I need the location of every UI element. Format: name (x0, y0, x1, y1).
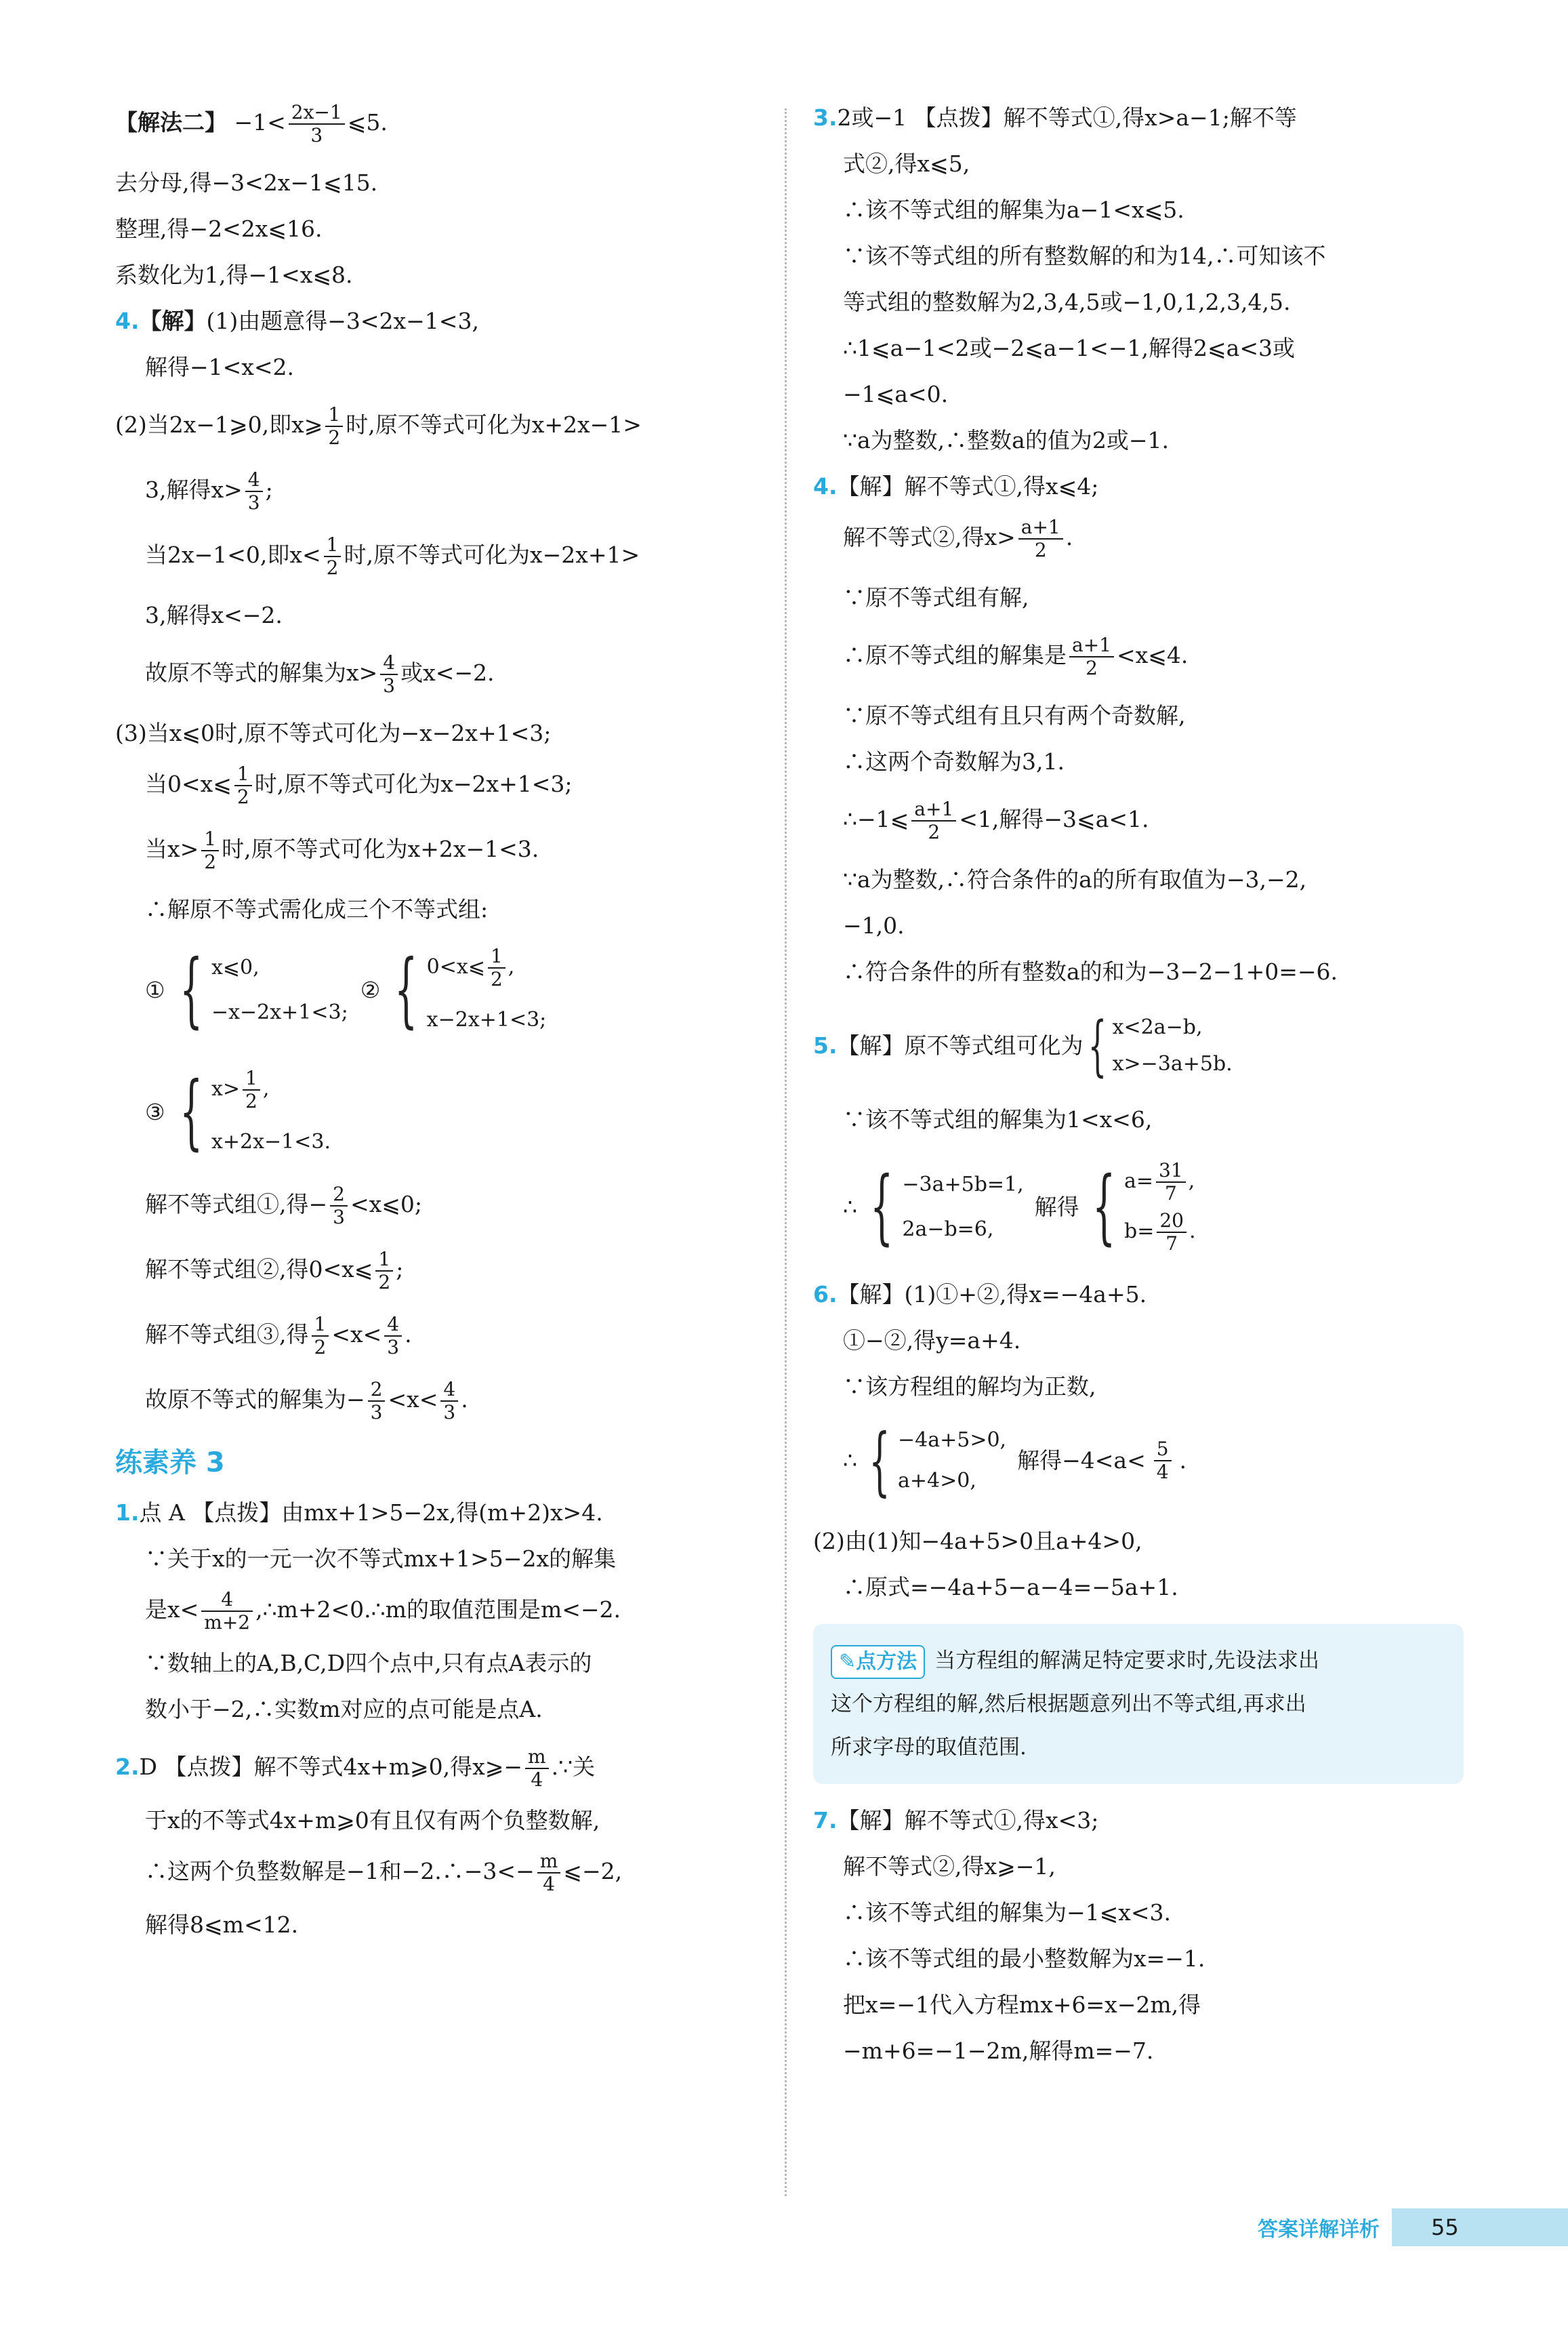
text: <1,解得−3⩽a<1. (959, 806, 1149, 832)
text: 当x> (145, 836, 199, 862)
solution-tag: 【解】 (139, 308, 207, 334)
system-row-1: −3a+5b=1, (902, 1173, 1024, 1196)
step-line: ∵数轴上的A,B,C,D四个点中,只有点A表示的 (145, 1650, 592, 1676)
text: 时,原不等式可化为x+2x−1> (346, 411, 642, 438)
denominator: 7 (1165, 1232, 1178, 1255)
step-line: −1⩽a<0. (843, 381, 949, 407)
step-line: ∵该方程组的解均为正数, (843, 1373, 1096, 1400)
step-line: −1,0. (843, 912, 905, 939)
system-row-2: x>−3a+5b. (1112, 1052, 1233, 1076)
step-line: ∵该不等式组的解集为1<x<6, (843, 1106, 1153, 1133)
denominator: 3 (387, 1336, 400, 1358)
step-line: ∵该不等式组的所有整数解的和为14,∴可知该不 (843, 243, 1326, 269)
text: <x⩽0; (350, 1191, 422, 1217)
fraction (1156, 1160, 1186, 1204)
system-row-1 (1124, 1160, 1196, 1204)
q4-line (813, 470, 1464, 503)
text: 时,原不等式可化为x−2x+1<3; (254, 771, 573, 797)
step-line (115, 828, 766, 873)
denominator: 2 (314, 1336, 327, 1358)
step-line (813, 634, 1464, 679)
step-line (813, 517, 1464, 561)
denominator: 2 (326, 556, 339, 579)
step-line: (2)由(1)知−4a+5>0且a+4>0, (813, 1528, 1142, 1554)
text: −1< (234, 109, 286, 136)
text: . (1065, 524, 1073, 550)
numerator: 4 (201, 1589, 253, 1612)
step-line: ∴1⩽a−1<2或−2⩽a−1<−1,解得2⩽a<3或 (843, 335, 1295, 361)
text: 解不等式组③,得 (145, 1321, 309, 1348)
numerator: a+1 (1069, 634, 1114, 657)
equation-system (863, 1160, 1024, 1254)
system-row (115, 939, 766, 1041)
step-line: 系数化为1,得−1<x⩽8. (115, 262, 353, 288)
text: ∴原不等式组的解集是 (843, 642, 1067, 668)
system-row-1 (427, 946, 547, 990)
step-line (813, 798, 1464, 843)
numerator: 2 (368, 1379, 386, 1402)
question-number: 3. (813, 104, 838, 131)
page-number: 55 (1392, 2208, 1568, 2246)
denominator: 3 (370, 1401, 383, 1423)
fraction (1069, 634, 1114, 679)
text: 【解】原不等式组可化为 (837, 1032, 1084, 1059)
question-number: 6. (813, 1281, 838, 1308)
text: 2或−1 【点拨】解不等式①,得x>a−1;解不等 (837, 104, 1297, 131)
p1-line (115, 1497, 766, 1529)
text: ∴这两个负整数解是−1和−2.∴−3<− (145, 1858, 535, 1884)
text: 当方程组的解满足特定要求时,先设法求出 (934, 1648, 1319, 1673)
text: ,∴m+2<0.∴m的取值范围是m<−2. (255, 1596, 621, 1623)
text: 解得−4<a< (1017, 1447, 1146, 1474)
numerator: 20 (1157, 1210, 1187, 1233)
system-row-2: x+2x−1<3. (211, 1130, 331, 1154)
step-line: (3)当x⩽0时,原不等式可化为−x−2x+1<3; (115, 720, 552, 746)
fraction (1018, 517, 1063, 561)
brace: { (1092, 1160, 1116, 1254)
fraction (243, 1068, 260, 1112)
text: 当2x−1<0,即x< (145, 542, 321, 568)
text: 当0<x⩽ (145, 771, 232, 797)
step-line (115, 1379, 766, 1423)
fraction (375, 1249, 393, 1293)
step-line: ∵原不等式组有解, (843, 584, 1029, 611)
brace: { (1088, 1008, 1107, 1084)
fraction (201, 1589, 253, 1634)
therefore-symbol: ∴ (843, 1194, 857, 1220)
denominator: 2 (490, 968, 503, 990)
inequality-system (387, 943, 547, 1037)
text: ∴−1⩽ (843, 806, 909, 832)
step-line: 去分母,得−3<2x−1⩽15. (115, 169, 378, 196)
fraction (245, 469, 263, 514)
denominator: 3 (383, 674, 396, 697)
step-line: ∵原不等式组有且只有两个奇数解, (843, 702, 1186, 729)
numerator: 1 (375, 1249, 393, 1272)
text: D 【点拨】解不等式4x+m⩾0,得x⩾− (139, 1754, 523, 1780)
text: <x< (331, 1321, 382, 1348)
text: a= (1124, 1169, 1154, 1193)
q4-line (115, 305, 766, 338)
text: (1)由题意得−3<2x−1<3, (206, 308, 479, 334)
denominator: 2 (245, 1090, 257, 1112)
fraction (1157, 1210, 1187, 1255)
question-number: 1. (115, 1499, 140, 1526)
denominator: 3 (310, 124, 323, 146)
text: 是x< (145, 1596, 199, 1623)
right-column (813, 102, 1464, 2081)
numerator: 1 (243, 1068, 260, 1091)
method2-line (115, 102, 766, 146)
solution-system (1085, 1160, 1196, 1255)
step-line (115, 1589, 766, 1634)
therefore-symbol: ∴ (843, 1447, 857, 1474)
brace: { (394, 943, 418, 1037)
text: 时,原不等式可化为x−2x+1> (344, 542, 640, 568)
numerator: m (537, 1850, 561, 1874)
text: .∵关 (551, 1754, 596, 1780)
text: . (1189, 1219, 1196, 1243)
numerator: 1 (488, 946, 506, 969)
fraction (537, 1850, 561, 1895)
step-line: 整理,得−2<2x⩽16. (115, 216, 323, 242)
step-line (115, 404, 766, 449)
fraction (325, 404, 343, 449)
step-line (115, 1183, 766, 1228)
step-line: ∴该不等式组的解集为a−1<x⩽5. (843, 197, 1184, 223)
text: 故原不等式的解集为x> (145, 660, 378, 686)
numerator: 1 (234, 763, 252, 786)
denominator: 2 (236, 786, 249, 808)
left-column (115, 102, 766, 1962)
text: ⩽−2, (563, 1858, 623, 1884)
numerator: 4 (380, 652, 398, 675)
lightbulb-icon: ✎ (839, 1649, 857, 1674)
text: 0<x⩽ (426, 955, 485, 979)
step-line (115, 1850, 766, 1895)
denominator: 4 (1156, 1461, 1169, 1483)
fraction (1154, 1438, 1172, 1483)
p2-line (115, 1746, 766, 1791)
inequality-system (172, 1065, 331, 1159)
brace: { (179, 1065, 203, 1159)
question-number: 4. (115, 308, 140, 334)
system-row-2: x−2x+1<3; (426, 1008, 547, 1032)
page-footer (1258, 2208, 1568, 2246)
text: , (262, 1077, 270, 1101)
text: 时,原不等式可化为x+2x−1<3. (222, 836, 539, 862)
fraction (380, 652, 398, 697)
text: 解不等式②,得x> (843, 524, 1016, 550)
question-number: 2. (115, 1754, 140, 1780)
denominator: 2 (1034, 539, 1047, 561)
text: . (1179, 1447, 1187, 1474)
step-line: 3,解得x<−2. (145, 602, 283, 628)
text: ; (396, 1256, 404, 1282)
tip-line: 所求字母的取值范围. (831, 1735, 1027, 1760)
numerator: m (525, 1746, 549, 1769)
method2-tag: 【解法二】 (115, 109, 227, 136)
denominator: 2 (928, 821, 941, 843)
numerator: 1 (324, 534, 342, 557)
text: <x⩽4. (1116, 642, 1189, 668)
text: ; (265, 477, 273, 503)
text: . (405, 1321, 412, 1348)
text: 解得 (1034, 1194, 1079, 1220)
section-title: 练素养 3 (115, 1447, 225, 1478)
numerator: 2x−1 (289, 102, 345, 125)
step-line: ∴该不等式组的最小整数解为x=−1. (843, 1945, 1205, 1972)
column-divider (785, 108, 787, 2196)
fraction (312, 1314, 329, 1358)
text: 3,解得x> (145, 477, 243, 503)
step-line: ∵关于x的一元一次不等式mx+1>5−2x的解集 (145, 1545, 617, 1572)
text: <x< (388, 1386, 438, 1413)
numerator: a+1 (911, 798, 956, 822)
footer-label: 答案详解详析 (1258, 2218, 1380, 2242)
step-line: 把x=−1代入方程mx+6=x−2m,得 (843, 1991, 1201, 2018)
step-line (115, 1249, 766, 1293)
step-line: ∴这两个奇数解为3,1. (843, 748, 1065, 775)
numerator: 1 (312, 1314, 329, 1337)
fraction (234, 763, 252, 808)
text: , (508, 955, 515, 979)
step-line: 解得−1<x<2. (145, 354, 295, 380)
text: 故原不等式的解集为− (145, 1386, 365, 1413)
inequality-system (1084, 1005, 1233, 1087)
solve-row (813, 1156, 1464, 1258)
numerator: 1 (325, 404, 343, 427)
denominator: 4 (543, 1873, 555, 1895)
text: 解不等式组②,得0<x⩽ (145, 1256, 373, 1282)
q7-line (813, 1804, 1464, 1837)
denominator: m+2 (204, 1611, 251, 1634)
denominator: 3 (333, 1206, 345, 1228)
denominator: 4 (531, 1768, 543, 1791)
inequality-system (863, 1417, 1007, 1504)
question-number: 7. (813, 1807, 838, 1834)
step-line: 数小于−2,∴实数m对应的点可能是点A. (145, 1696, 543, 1722)
system-label: ② (360, 977, 381, 1003)
q6-line (813, 1278, 1464, 1311)
text: 点 A 【点拨】由mx+1>5−2x,得(m+2)x>4. (139, 1499, 603, 1526)
text: 或x<−2. (400, 660, 495, 686)
system-row-2: 2a−b=6, (902, 1217, 994, 1241)
step-line: 解不等式②,得x⩾−1, (843, 1853, 1056, 1880)
numerator: 4 (384, 1314, 402, 1337)
system-row (115, 1061, 766, 1163)
numerator: 5 (1154, 1438, 1172, 1461)
step-line (115, 652, 766, 697)
denominator: 2 (204, 851, 217, 873)
denominator: 2 (328, 426, 341, 449)
numerator: 4 (440, 1379, 458, 1402)
text: (2)当2x−1⩾0,即x⩾ (115, 411, 323, 438)
step-line (115, 1314, 766, 1358)
text: ⩽5. (347, 109, 388, 136)
q3-line (813, 102, 1464, 134)
fraction (324, 534, 342, 579)
system-row-2: a+4>0, (898, 1469, 976, 1493)
method-tip-box (813, 1624, 1464, 1784)
step-line (115, 469, 766, 514)
step-line: ①−②,得y=a+4. (843, 1327, 1021, 1354)
step-line: −m+6=−1−2m,解得m=−7. (843, 2038, 1154, 2064)
system-row-2: −x−2x+1<3; (211, 1000, 348, 1024)
question-number: 5. (813, 1032, 838, 1059)
numerator: 1 (201, 828, 219, 851)
fraction (289, 102, 345, 146)
brace: { (179, 943, 203, 1037)
fraction (911, 798, 956, 843)
text: 【解】解不等式①,得x<3; (837, 1807, 1099, 1834)
denominator: 2 (378, 1271, 391, 1293)
numerator: 2 (330, 1183, 348, 1207)
denominator: 7 (1164, 1182, 1177, 1204)
step-line: 等式组的整数解为2,3,4,5或−1,0,1,2,3,4,5. (843, 289, 1291, 315)
system-row-1: −4a+5>0, (898, 1428, 1007, 1452)
question-number: 4. (813, 473, 838, 500)
system-row-1 (211, 1068, 331, 1112)
fraction (525, 1746, 549, 1791)
text: , (1188, 1169, 1195, 1193)
denominator: 3 (443, 1401, 456, 1423)
denominator: 3 (247, 491, 260, 514)
step-line: 解得8⩽m<12. (145, 1911, 299, 1938)
fraction (384, 1314, 402, 1358)
step-line (115, 763, 766, 808)
step-line: ∴解原不等式需化成三个不等式组: (145, 896, 489, 923)
fraction (330, 1183, 348, 1228)
system-row-1: x⩽0, (211, 956, 260, 979)
text: 【解】解不等式①,得x⩽4; (837, 473, 1099, 500)
fraction (368, 1379, 386, 1423)
step-line: ∴符合条件的所有整数a的和为−3−2−1+0=−6. (843, 958, 1338, 985)
numerator: 4 (245, 469, 263, 492)
system-row-1: x<2a−b, (1112, 1015, 1203, 1039)
numerator: 31 (1156, 1160, 1186, 1183)
text: b= (1124, 1219, 1155, 1243)
step-line: ∵a为整数,∴符合条件的a的所有取值为−3,−2, (843, 866, 1307, 893)
brace: { (869, 1160, 894, 1254)
fraction (440, 1379, 458, 1423)
system-label: ③ (145, 1099, 165, 1125)
text: 【解】(1)①+②,得x=−4a+5. (837, 1281, 1147, 1308)
tip-line: 这个方程组的解,然后根据题意列出不等式组,再求出 (831, 1692, 1306, 1716)
step-line: ∴原式=−4a+5−a−4=−5a+1. (843, 1574, 1178, 1600)
q5-line (813, 1009, 1464, 1083)
step-line: 式②,得x⩽5, (843, 150, 970, 177)
solve-row (813, 1417, 1464, 1505)
denominator: 2 (1086, 657, 1098, 679)
method-tag (831, 1645, 925, 1679)
tip-line (831, 1639, 1446, 1682)
step-line: ∴该不等式组的解集为−1⩽x<3. (843, 1899, 1172, 1926)
inequality-system (172, 943, 348, 1037)
text: 解不等式组①,得− (145, 1191, 328, 1217)
step-line: ∵a为整数,∴整数a的值为2或−1. (843, 427, 1169, 453)
tip-tag-label: 点方法 (856, 1649, 917, 1674)
system-label: ① (145, 977, 165, 1003)
text: x> (211, 1077, 241, 1101)
numerator: a+1 (1018, 517, 1063, 540)
system-row-2 (1124, 1210, 1196, 1255)
fraction (488, 946, 506, 990)
fraction (201, 828, 219, 873)
step-line (115, 534, 766, 579)
brace: { (869, 1417, 890, 1504)
step-line: 于x的不等式4x+m⩾0有且仅有两个负整数解, (145, 1807, 600, 1834)
text: . (461, 1386, 468, 1413)
